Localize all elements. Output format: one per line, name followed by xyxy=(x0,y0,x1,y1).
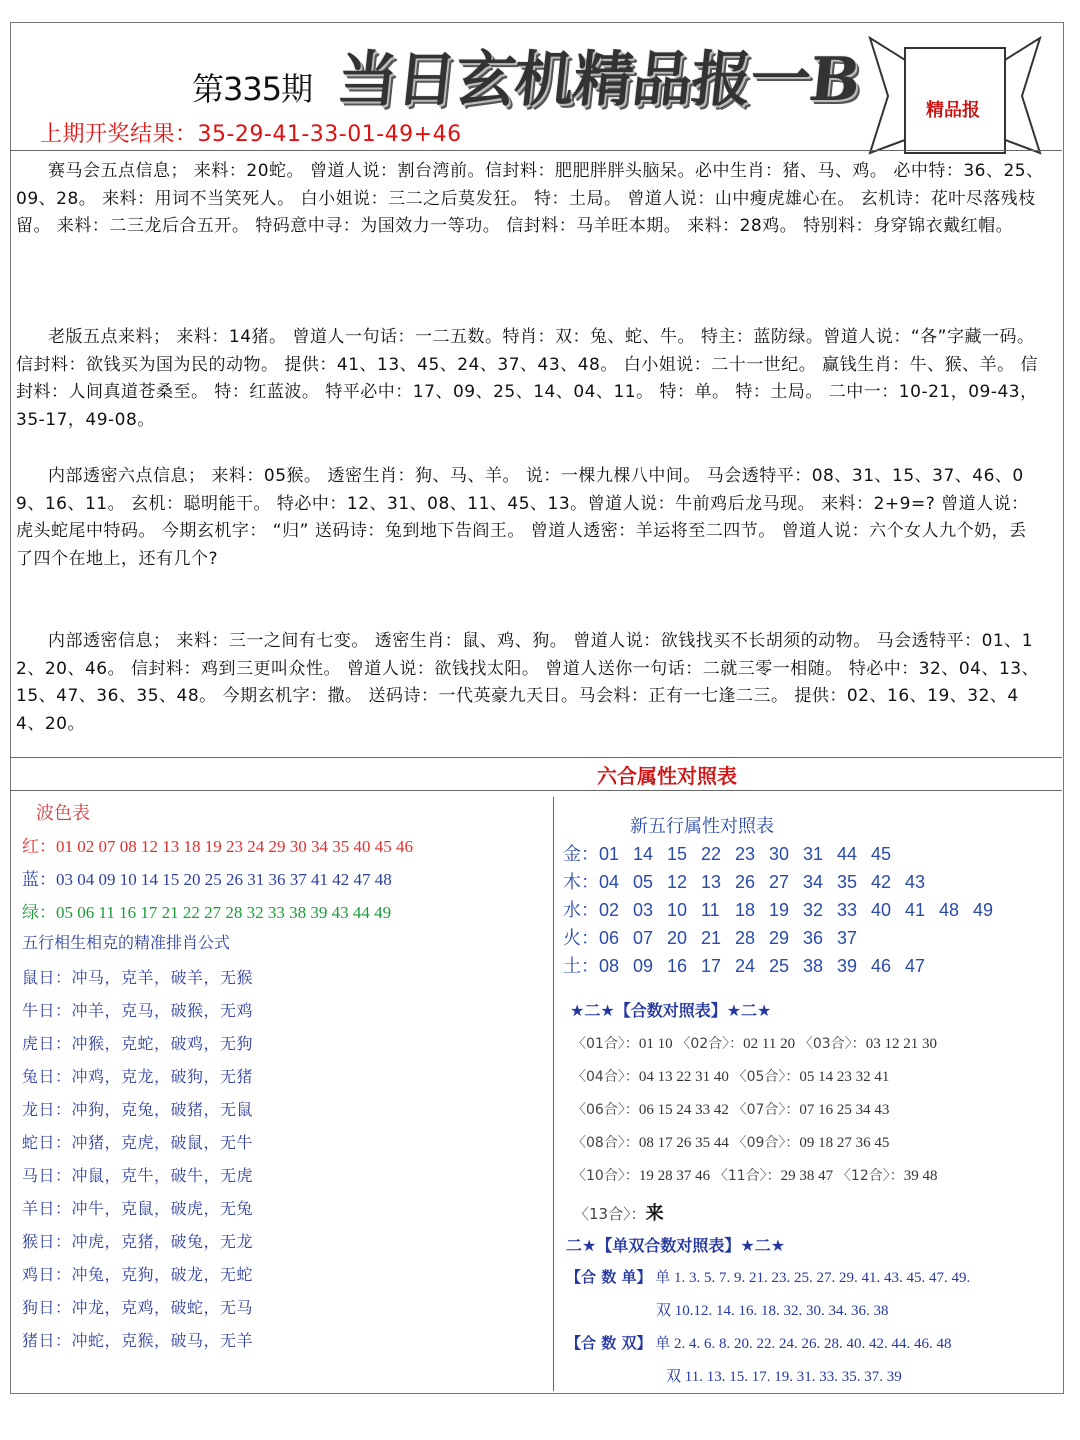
zodiac-row: 牛日：冲羊，克马，破猴，无鸡 xyxy=(22,1001,254,1020)
sum-label: 〈08合〉： xyxy=(572,1135,639,1151)
zodiac-row: 鸡日：冲兔，克狗，破龙，无蛇 xyxy=(22,1265,254,1284)
wuxing-label: 金： xyxy=(563,844,599,865)
sum-label: 〈03合〉： xyxy=(798,1036,866,1052)
wuxing-number: 27 xyxy=(769,872,790,892)
zodiac-row: 兔日：冲鸡，克龙，破狗，无猪 xyxy=(22,1067,254,1086)
wuxing-number: 18 xyxy=(735,900,756,920)
wuxing-number: 21 xyxy=(701,928,722,948)
section-inner-info: 内部透密信息； 来料：三一之间有七变。 透密生肖：鼠、鸡、狗。 曾道人说：欲钱找买不长胡须的动物。 马会透特平：01、12、20、46。 信封料：鸡到三更叫众性。 曾道人说：欲钱找太阳。 曾道人送你一句话：二就三零一相随。 特必中：32、04、13、15、47、36、35、48。 今期玄机字：撒。 送码诗：一代英豪九天日。马会料：正有一七逢二三。 提供：02、16、19、32、44、20。 xyxy=(16,631,1040,734)
sum-label: 〈06合〉： xyxy=(572,1102,639,1118)
zodiac-row: 龙日：冲狗，克兔，破猪，无鼠 xyxy=(22,1100,254,1119)
wuxing-number: 46 xyxy=(871,956,892,976)
wuxing-number: 15 xyxy=(667,844,688,864)
wave-row-blue xyxy=(22,865,392,890)
wuxing-number: 49 xyxy=(973,900,994,920)
sum-value: 来 xyxy=(645,1203,664,1224)
sum-row xyxy=(572,1066,889,1086)
scroll-banner-icon xyxy=(850,18,1060,168)
section-old-version: 老版五点来料； 来料：14猪。 曾道人一句话：一二五数。特肖：双：兔、蛇、牛。 特主：蓝防绿。曾道人说：“各”字藏一码。信封料：欲钱买为国为民的动物。 提供：41、13、45、24、37、43、48。 白小姐说：二十一世纪。 赢钱生肖：牛、猴、羊。 信封料：人间真道苍桑至。 特：红蓝波。 特平必中：17、09、25、14、04、11。 特：单。 特：土局。 二中一：10-21，09-43，35-17，49-08。 xyxy=(16,327,1039,430)
wuxing-label: 水： xyxy=(563,900,599,921)
sum-numbers: 29 38 47 xyxy=(780,1168,834,1184)
wuxing-number: 12 xyxy=(667,872,688,892)
wuxing-number: 14 xyxy=(633,844,654,864)
parity-table-title: 二★【单双合数对照表】★二★ xyxy=(566,1236,786,1255)
sum-numbers: 07 16 25 34 43 xyxy=(799,1102,890,1118)
table-title: 六合属性对照表 xyxy=(597,764,737,788)
wave-row-green xyxy=(22,898,391,923)
sum-row xyxy=(572,1165,937,1185)
wuxing-number: 20 xyxy=(667,928,688,948)
sum-numbers: 08 17 26 35 44 xyxy=(638,1135,729,1151)
wuxing-number: 36 xyxy=(803,928,824,948)
sum-label: 〈11合〉： xyxy=(713,1168,781,1184)
sum-label: 〈13合〉： xyxy=(574,1205,646,1223)
parity-row-odd xyxy=(566,1266,970,1287)
parity-row-even xyxy=(566,1332,951,1353)
wuxing-number: 01 xyxy=(599,844,620,864)
parity-row-even-double: 双 11. 13. 15. 17. 19. 31. 33. 35. 37. 39 xyxy=(666,1369,902,1385)
wuxing-number: 09 xyxy=(633,956,654,976)
sum-numbers: 39 48 xyxy=(903,1168,938,1184)
sum-numbers: 19 28 37 46 xyxy=(638,1168,711,1184)
sum-numbers: 04 13 22 31 40 xyxy=(638,1069,729,1085)
wuxing-number: 28 xyxy=(735,928,756,948)
wuxing-table-title: 新五行属性对照表 xyxy=(630,816,774,837)
zodiac-row: 狗日：冲龙，克鸡，破蛇，无马 xyxy=(22,1298,254,1317)
sum-numbers: 05 14 23 32 41 xyxy=(799,1069,890,1085)
wuxing-row-metal xyxy=(563,840,905,866)
divider xyxy=(10,150,1062,151)
wuxing-number: 37 xyxy=(837,928,858,948)
sum-row xyxy=(572,1132,889,1152)
wuxing-number: 05 xyxy=(633,872,654,892)
sum-label: 〈05合〉： xyxy=(732,1069,800,1085)
wuxing-number: 41 xyxy=(905,900,926,920)
wuxing-number: 19 xyxy=(769,900,790,920)
logo-title: 当日玄机精品报一B xyxy=(333,45,863,115)
sum-row xyxy=(572,1033,937,1053)
wuxing-number: 32 xyxy=(803,900,824,920)
parity-row-odd-double: 双 10.12. 14. 16. 18. 32. 30. 34. 36. 38 xyxy=(656,1303,889,1319)
wuxing-row-water xyxy=(563,896,1007,922)
sum-numbers: 09 18 27 36 45 xyxy=(799,1135,890,1151)
parity-numbers: 单 2. 4. 6. 8. 20. 22. 24. 26. 28. 40. 42. 44. 46. 48 xyxy=(655,1336,952,1352)
wuxing-row-wood xyxy=(563,868,939,894)
wuxing-label: 火： xyxy=(563,928,599,949)
wuxing-number: 35 xyxy=(837,872,858,892)
wuxing-number: 16 xyxy=(667,956,688,976)
zodiac-row: 鼠日：冲马，克羊，破羊，无猴 xyxy=(22,968,254,987)
wuxing-number: 03 xyxy=(633,900,654,920)
section-inner-six-points: 内部透密六点信息； 来料：05猴。 透密生肖：狗、马、羊。 说：一棵九棵八中间。 马会透特平：08、31、15、37、46、09、16、11。 玄机：聪明能干。 特必中：12、31、08、11、45、13。曾道人说：牛前鸡后龙马现。 来料：2+9=? 曾道人说：虎头蛇尾中特码。 今期玄机字： “归” 送码诗：兔到地下告阎王。 曾道人透密：羊运将至二四节。 曾道人说：六个女人九个奶，丢了四个在地上，还有几个? xyxy=(16,466,1029,569)
wave-label-green: 绿： xyxy=(22,903,56,923)
wuxing-number: 45 xyxy=(871,844,892,864)
wuxing-number: 23 xyxy=(735,844,756,864)
sum-table-title: ★二★【合数对照表】★二★ xyxy=(570,1001,772,1020)
sum-label: 〈09合〉： xyxy=(732,1135,800,1151)
wave-label-blue: 蓝： xyxy=(22,870,56,890)
wave-row-red xyxy=(22,832,413,857)
wuxing-number: 26 xyxy=(735,872,756,892)
section-five-points: 赛马会五点信息； 来料：20蛇。 曾道人说：割台湾前。信封料：肥肥胖胖头脑呆。必中生肖：猪、马、鸡。 必中特：36、25、09、28。 来料：用词不当笑死人。 白小姐说：三二之后莫发狂。 特：土局。 曾道人说：山中瘦虎雄心在。 玄机诗：花叶尽落残枝留。 来料：二三龙后合五开。 特码意中寻：为国效力一等功。 信封料：马羊旺本期。 来料：28鸡。 特别料：身穿锦衣戴红帽。 xyxy=(16,161,1044,236)
wave-table-title: 波色表 xyxy=(36,803,90,824)
zodiac-row: 蛇日：冲猪，克虎，破鼠，无牛 xyxy=(22,1133,254,1152)
sum-numbers: 03 12 21 30 xyxy=(865,1036,937,1052)
wuxing-number: 07 xyxy=(633,928,654,948)
wuxing-number: 47 xyxy=(905,956,926,976)
zodiac-row: 猴日：冲虎，克猪，破兔，无龙 xyxy=(22,1232,254,1251)
wuxing-number: 48 xyxy=(939,900,960,920)
wuxing-number: 10 xyxy=(667,900,688,920)
divider xyxy=(10,790,1062,791)
zodiac-row: 虎日：冲猴，克蛇，破鸡，无狗 xyxy=(22,1034,254,1053)
wuxing-number: 39 xyxy=(837,956,858,976)
sum-label: 〈04合〉： xyxy=(572,1069,639,1085)
wuxing-number: 04 xyxy=(599,872,620,892)
wave-numbers-red: 01 02 07 08 12 13 18 19 23 24 29 30 34 35 40 45 46 xyxy=(56,837,413,856)
sum-row-13 xyxy=(574,1199,664,1225)
formula-title: 五行相生相克的精准排肖公式 xyxy=(22,933,231,952)
sum-label: 〈07合〉： xyxy=(732,1102,800,1118)
sum-label: 〈10合〉： xyxy=(572,1168,639,1184)
wave-label-red: 红： xyxy=(22,837,56,857)
wuxing-number: 13 xyxy=(701,872,722,892)
wuxing-number: 43 xyxy=(905,872,926,892)
wuxing-number: 24 xyxy=(735,956,756,976)
wuxing-number: 34 xyxy=(803,872,824,892)
wuxing-number: 33 xyxy=(837,900,858,920)
wuxing-number: 08 xyxy=(599,956,620,976)
wuxing-number: 25 xyxy=(769,956,790,976)
wuxing-number: 22 xyxy=(701,844,722,864)
sum-label: 〈02合〉： xyxy=(676,1036,744,1052)
column-divider xyxy=(553,797,554,1391)
zodiac-row: 猪日：冲蛇，克猴，破马，无羊 xyxy=(22,1331,254,1350)
wave-numbers-blue: 03 04 09 10 14 15 20 25 26 31 36 37 41 42 47 48 xyxy=(56,870,392,889)
wuxing-number: 38 xyxy=(803,956,824,976)
wuxing-row-fire xyxy=(563,924,871,950)
wuxing-number: 30 xyxy=(769,844,790,864)
parity-label: 【合 数 单】 xyxy=(566,1268,652,1286)
wave-numbers-green: 05 06 11 16 17 21 22 27 28 32 33 38 39 43 44 49 xyxy=(56,903,392,922)
wuxing-row-earth xyxy=(563,952,939,978)
wuxing-number: 02 xyxy=(599,900,620,920)
sum-row xyxy=(572,1099,889,1119)
wuxing-label: 土： xyxy=(563,956,599,977)
issue-number: 第335期 xyxy=(192,70,313,108)
parity-label: 【合 数 双】 xyxy=(566,1334,652,1352)
parity-numbers: 单 1. 3. 5. 7. 9. 21. 23. 25. 27. 29. 41. 43. 45. 47. 49. xyxy=(655,1270,971,1286)
sum-numbers: 01 10 xyxy=(638,1036,673,1052)
sum-numbers: 02 11 20 xyxy=(743,1036,796,1052)
wuxing-number: 29 xyxy=(769,928,790,948)
wuxing-number: 06 xyxy=(599,928,620,948)
sum-label: 〈01合〉： xyxy=(572,1036,639,1052)
wuxing-label: 木： xyxy=(563,872,599,893)
zodiac-row: 马日：冲鼠，克牛，破牛，无虎 xyxy=(22,1166,254,1185)
last-draw-result: 上期开奖结果：35-29-41-33-01-49+46 xyxy=(40,122,462,147)
wuxing-number: 11 xyxy=(701,900,720,920)
wuxing-number: 40 xyxy=(871,900,892,920)
banner-label: 精品报 xyxy=(926,100,980,121)
divider xyxy=(10,757,1062,758)
sum-label: 〈12合〉： xyxy=(836,1168,904,1184)
zodiac-row: 羊日：冲牛，克鼠，破虎，无兔 xyxy=(22,1199,254,1218)
wuxing-number: 42 xyxy=(871,872,892,892)
sum-numbers: 06 15 24 33 42 xyxy=(638,1102,729,1118)
wuxing-number: 44 xyxy=(837,844,858,864)
wuxing-number: 17 xyxy=(701,956,722,976)
wuxing-number: 31 xyxy=(803,844,824,864)
